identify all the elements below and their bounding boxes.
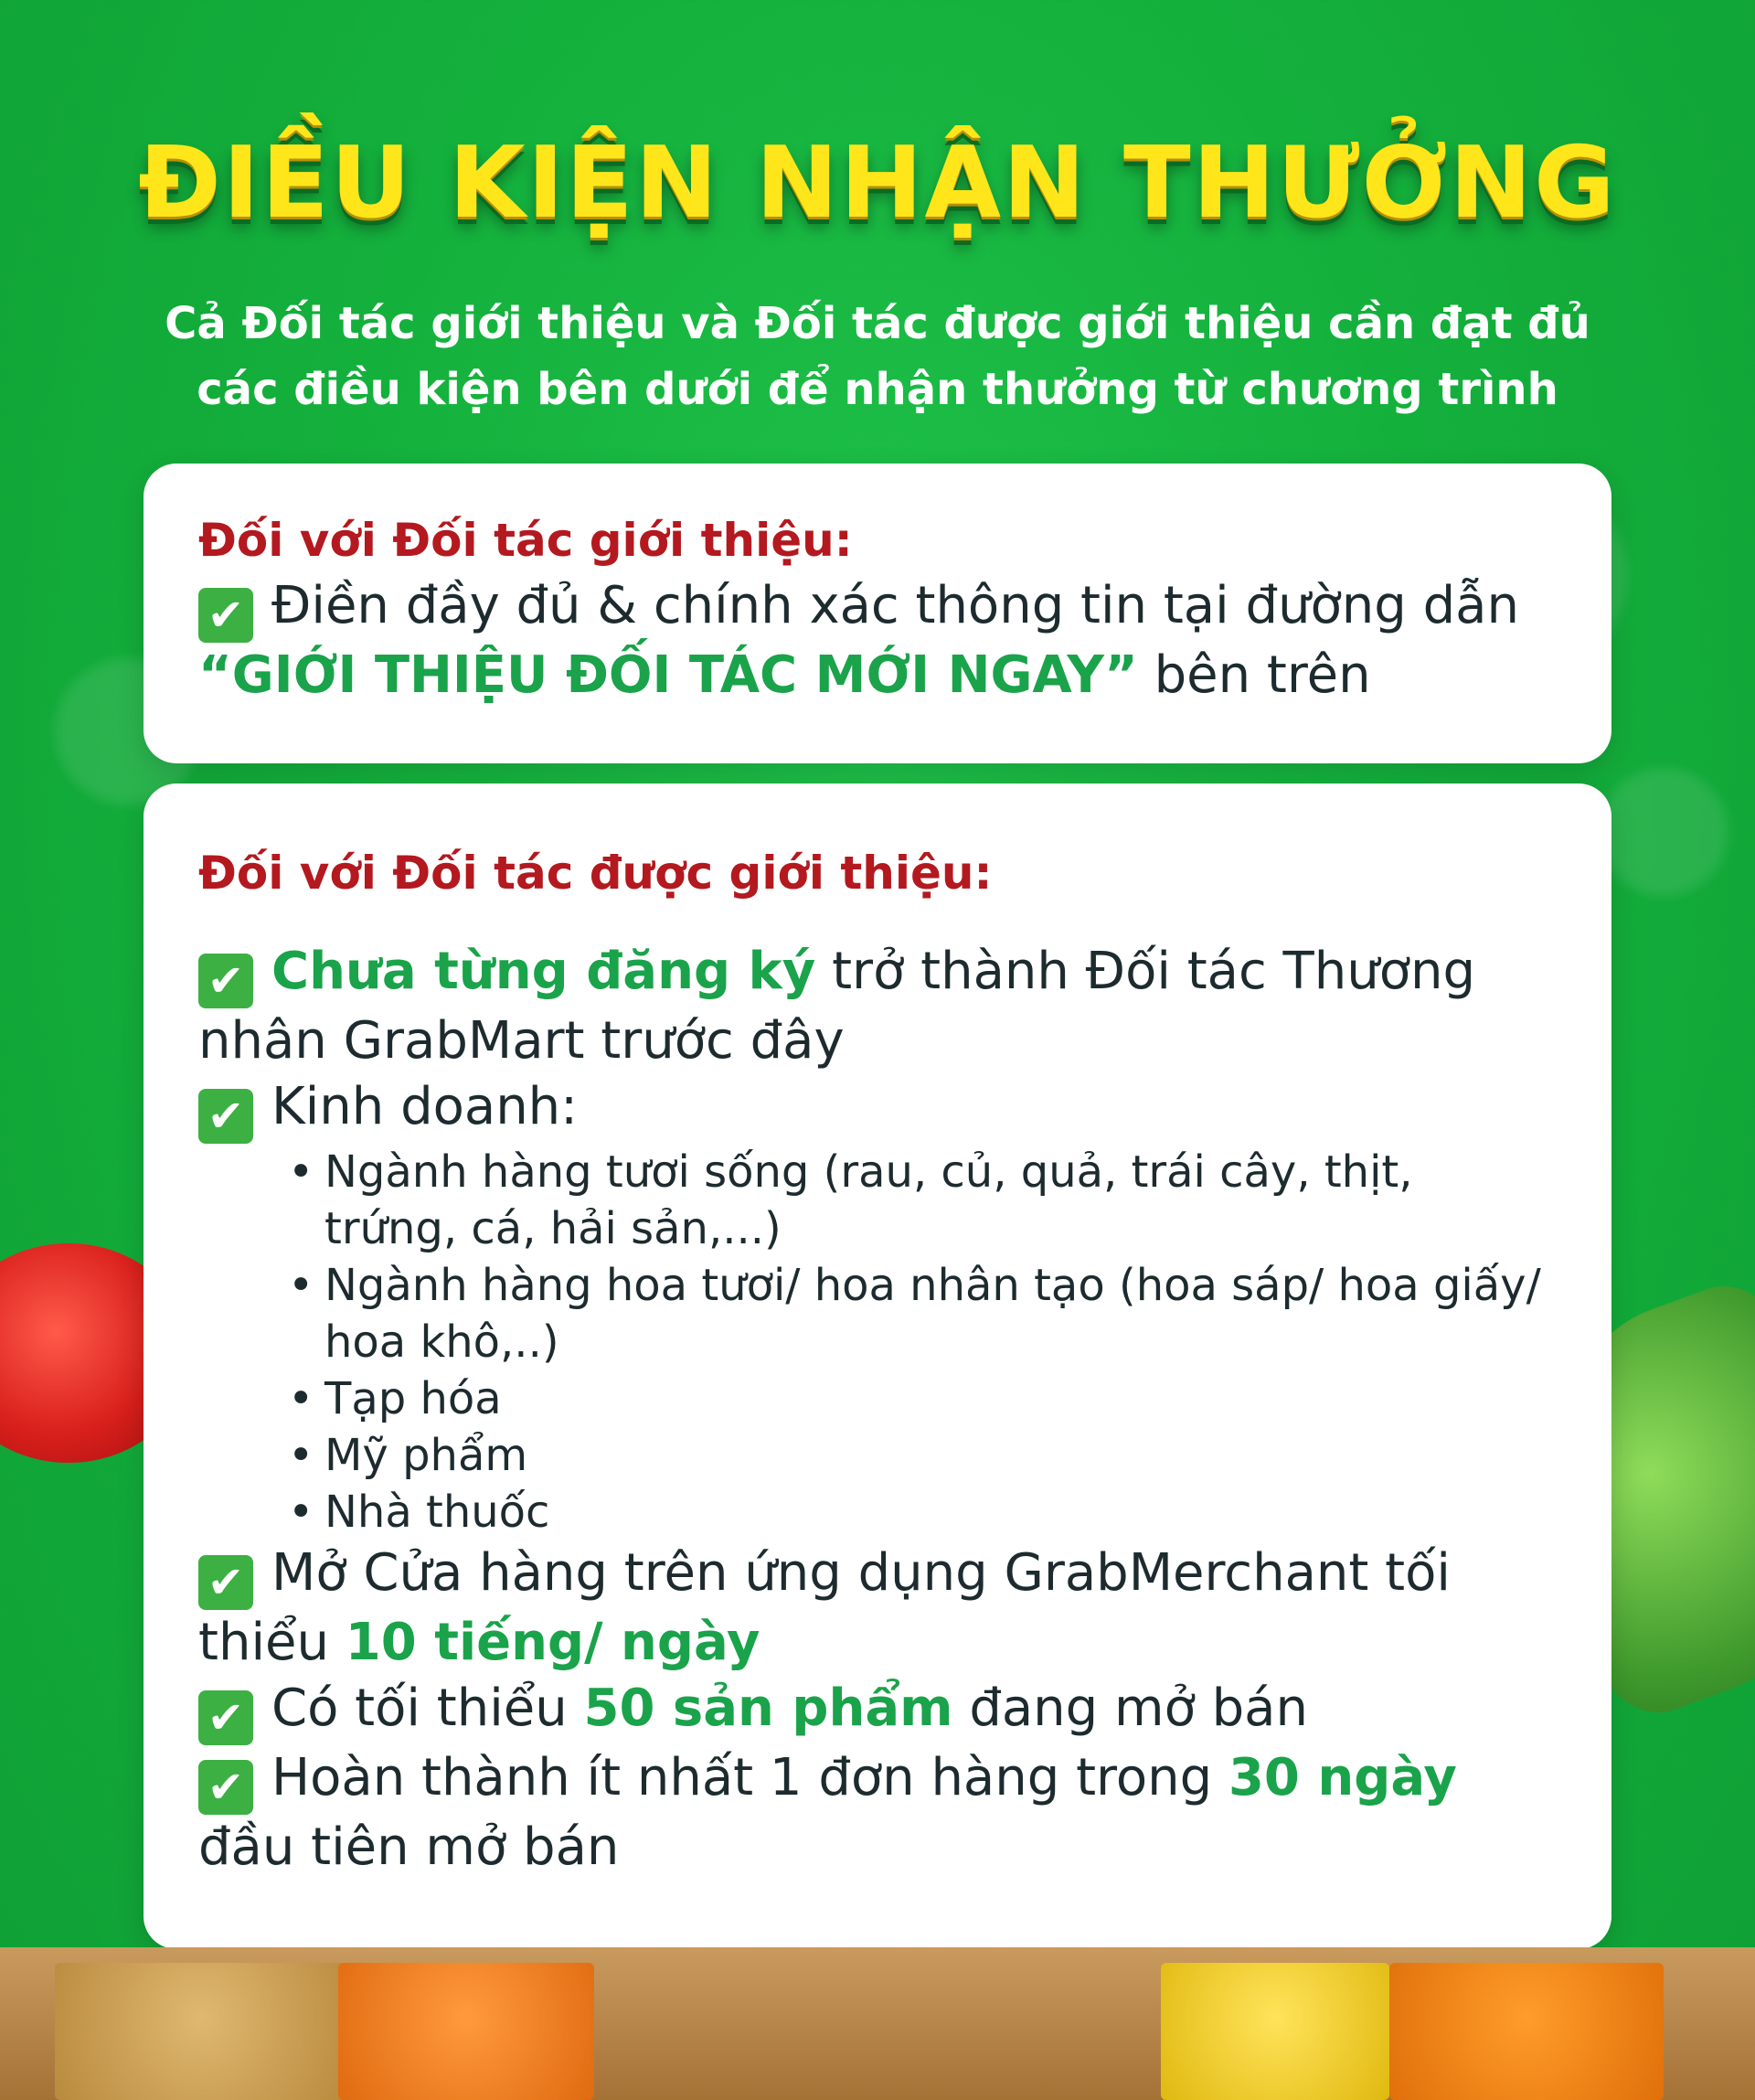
condition-item xyxy=(198,939,1557,1008)
condition-text: thiểu xyxy=(198,1613,346,1672)
subtitle-line: các điều kiện bên dưới để nhận thưởng từ chương trình xyxy=(197,364,1558,415)
check-icon: ✔ xyxy=(198,1089,253,1144)
condition-item xyxy=(198,1074,1557,1144)
highlight-text: 30 ngày xyxy=(1228,1748,1457,1807)
condition-item xyxy=(198,573,1557,643)
referral-link[interactable]: “GIỚI THIỆU ĐỐI TÁC MỚI NGAY” xyxy=(198,645,1138,705)
list-item: • Nhà thuốc xyxy=(288,1484,1557,1540)
condition-text: bên trên xyxy=(1137,645,1371,705)
condition-item xyxy=(198,1540,1557,1610)
list-item: • Ngành hàng tươi sống (rau, củ, quả, trái cây, thịt, trứng, cá, hải sản,...) xyxy=(288,1144,1557,1257)
check-icon: ✔ xyxy=(198,1555,253,1610)
lemon-crate xyxy=(1161,1963,1389,2100)
condition-text: Điền đầy đủ & chính xác thông tin tại đường dẫn xyxy=(271,576,1519,635)
condition-item-line2 xyxy=(198,643,1557,709)
list-item: • Mỹ phẩm xyxy=(288,1427,1557,1484)
subtitle-line: Cả Đối tác giới thiệu và Đối tác được giới thiệu cần đạt đủ xyxy=(165,298,1590,349)
produce-crates-decoration xyxy=(0,1947,1755,2100)
condition-text: nhân GrabMart trước đây xyxy=(198,1011,845,1071)
condition-item xyxy=(198,1745,1557,1815)
list-item: • Ngành hàng hoa tươi/ hoa nhân tạo (hoa sáp/ hoa giấy/ hoa khô,..) xyxy=(288,1257,1557,1370)
check-icon: ✔ xyxy=(198,588,253,643)
list-item: • Tạp hóa xyxy=(288,1370,1557,1427)
highlight-text: 10 tiếng/ ngày xyxy=(345,1613,760,1672)
page-title: ĐIỀU KIỆN NHẬN THƯỞNG xyxy=(138,126,1617,240)
condition-text: đầu tiên mở bán xyxy=(198,1818,620,1877)
referrer-conditions-card xyxy=(144,464,1611,763)
potato-crate xyxy=(55,1963,347,2100)
check-icon: ✔ xyxy=(198,954,253,1008)
check-icon: ✔ xyxy=(198,1760,253,1815)
business-category-list xyxy=(288,1144,1557,1540)
card-heading: Đối với Đối tác được giới thiệu: xyxy=(198,847,993,900)
bokeh-light xyxy=(1600,768,1728,896)
condition-text: đang mở bán xyxy=(952,1679,1308,1738)
condition-text: Có tối thiểu xyxy=(271,1679,584,1738)
condition-text: Mở Cửa hàng trên ứng dụng GrabMerchant tối xyxy=(271,1543,1451,1603)
referee-conditions-card xyxy=(144,784,1611,1949)
condition-text: Kinh doanh: xyxy=(271,1077,579,1136)
check-icon: ✔ xyxy=(198,1690,253,1745)
condition-text: trở thành Đối tác Thương xyxy=(815,942,1476,1001)
card-heading: Đối với Đối tác giới thiệu: xyxy=(198,514,853,567)
carrot-crate xyxy=(338,1963,594,2100)
orange-crate xyxy=(1389,1963,1664,2100)
condition-item-line2 xyxy=(198,1610,1557,1676)
page-subtitle xyxy=(128,291,1627,422)
highlight-text: 50 sản phẩm xyxy=(583,1679,953,1738)
condition-item xyxy=(198,1676,1557,1745)
highlight-text: Chưa từng đăng ký xyxy=(271,942,816,1001)
condition-text: Hoàn thành ít nhất 1 đơn hàng trong xyxy=(271,1748,1228,1807)
